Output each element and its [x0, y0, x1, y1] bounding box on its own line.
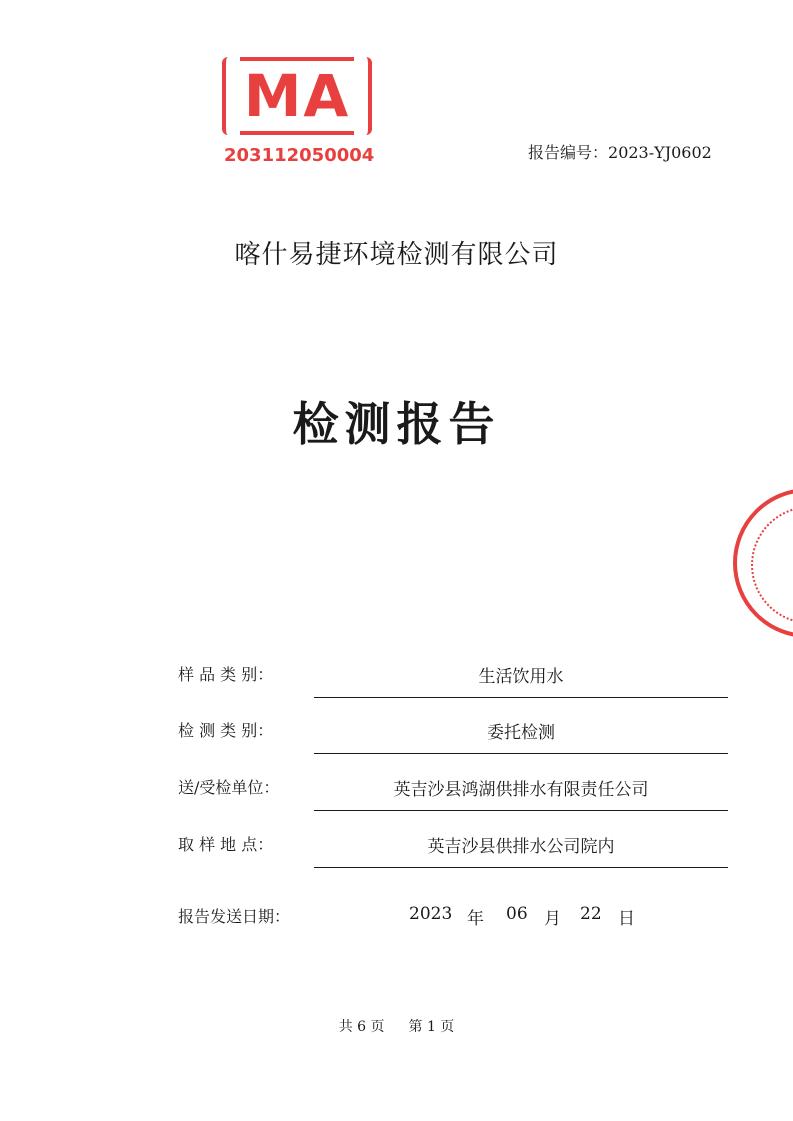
field-value: 英吉沙县供排水公司院内: [427, 837, 615, 857]
official-seal-inner-ring: [751, 506, 793, 624]
cma-certificate-code: 203112050004: [224, 145, 375, 166]
field-underline: [314, 697, 728, 698]
cma-stamp-letters: MA: [243, 62, 351, 130]
field-value: 生活饮用水: [478, 667, 564, 687]
report-date-day-unit: 日: [618, 909, 635, 929]
report-number-value: 2023-YJ0602: [608, 143, 712, 162]
report-date-month: 06: [506, 904, 528, 924]
report-date-label: 报告发送日期：: [178, 907, 291, 926]
document-title: 检测报告: [292, 397, 501, 451]
field-value: 英吉沙县鸿湖供排水有限责任公司: [393, 780, 649, 800]
report-date-year: 2023: [409, 904, 453, 924]
current-page: 第 1 页: [408, 1019, 455, 1035]
company-name: 喀什易捷环境检测有限公司: [234, 240, 559, 270]
official-seal-icon: [733, 488, 793, 638]
report-date: [178, 904, 728, 934]
field-sample-category: [178, 662, 728, 702]
field-label: 检 测 类 别：: [178, 721, 274, 740]
field-value: 委托检测: [487, 723, 555, 743]
page-footer: [0, 1016, 793, 1036]
field-sampling-location: [178, 832, 728, 872]
report-date-month-unit: 月: [544, 909, 561, 929]
cma-stamp: [222, 57, 374, 172]
field-label: 取 样 地 点：: [178, 835, 274, 854]
field-underline: [314, 867, 728, 868]
report-number-label: 报告编号：: [528, 143, 609, 162]
field-client-unit: [178, 775, 728, 815]
report-date-year-unit: 年: [467, 909, 484, 929]
field-test-category: [178, 718, 728, 758]
total-pages: 共 6 页: [338, 1019, 385, 1035]
field-underline: [314, 753, 728, 754]
field-label: 样 品 类 别：: [178, 665, 274, 684]
field-label: 送/受检单位：: [178, 778, 280, 797]
report-number: [528, 140, 712, 163]
report-date-day: 22: [580, 904, 602, 924]
field-underline: [314, 810, 728, 811]
